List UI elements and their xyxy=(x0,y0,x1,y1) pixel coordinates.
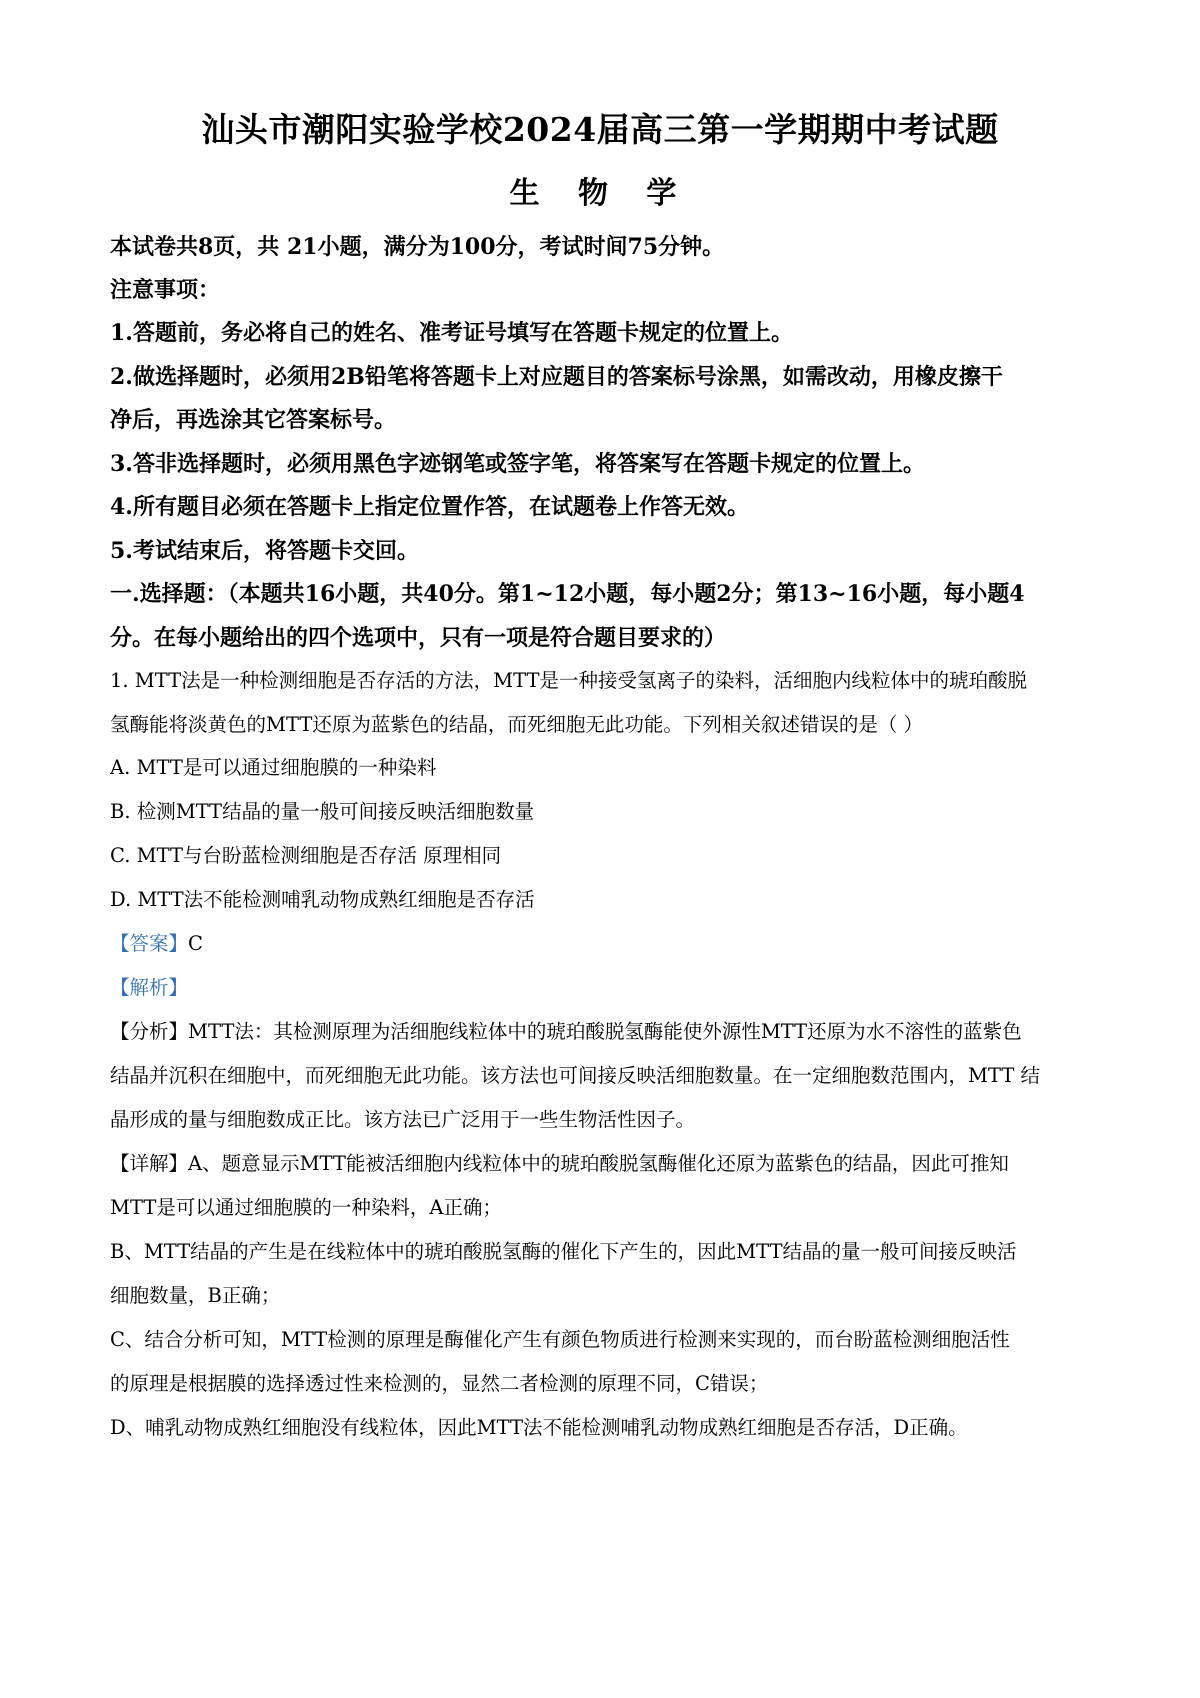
detail-text: B、MTT结晶的产生是在线粒体中的琥珀酸脱氢酶的催化下产生的，因此MTT结晶的量一般可间接反映活 xyxy=(110,1240,1017,1263)
section-heading-continued: 分。在每小题给出的四个选项中，只有一项是符合题目要求的） xyxy=(110,625,727,651)
detail-text: MTT是可以通过细胞膜的一种染料，A正确； xyxy=(110,1196,502,1219)
option-b: B. 检测MTT结晶的量一般可间接反映活细胞数量 xyxy=(110,800,535,823)
subject-title: 生 物 学 xyxy=(509,176,691,211)
detail-text: 细胞数量，B正确； xyxy=(110,1284,281,1307)
notice-item: 2.做选择题时，必须用2B铅笔将答题卡上对应题目的答案标号涂黑，如需改动，用橡皮擦干 xyxy=(110,364,1003,390)
notice-heading: 注意事项： xyxy=(110,277,221,303)
option-c: C. MTT与台盼蓝检测细胞是否存活 原理相同 xyxy=(110,844,502,867)
detail-text: 【详解】A、题意显示MTT能被活细胞内线粒体中的琥珀酸脱氢酶催化还原为蓝紫色的结晶，因此可推知 xyxy=(110,1152,1009,1175)
exam-summary: 本试卷共8页，共 21小题，满分为100分，考试时间75分钟。 xyxy=(110,234,725,260)
analysis-text: 【分析】MTT法：其检测原理为活细胞线粒体中的琥珀酸脱氢酶能使外源性MTT还原为水不溶性的蓝紫色 xyxy=(110,1020,1022,1043)
option-a: A. MTT是可以通过细胞膜的一种染料 xyxy=(110,756,437,779)
answer-label: 【答案】 xyxy=(110,932,189,955)
option-d: D. MTT法不能检测哺乳动物成熟红细胞是否存活 xyxy=(110,888,535,911)
notice-item: 4.所有题目必须在答题卡上指定位置作答，在试题卷上作答无效。 xyxy=(110,494,749,520)
detail-text: C、结合分析可知，MTT检测的原理是酶催化产生有颜色物质进行检测来实现的，而台盼蓝检测细胞活性 xyxy=(110,1328,1010,1351)
analysis-text: 结晶并沉积在细胞中，而死细胞无此功能。该方法也可间接反映活细胞数量。在一定细胞数范围内，MTT 结 xyxy=(110,1064,1041,1087)
question-stem-continued: 氢酶能将淡黄色的MTT还原为蓝紫色的结晶，而死细胞无此功能。下列相关叙述错误的是（ ） xyxy=(110,713,924,736)
exam-title: 汕头市潮阳实验学校2024届高三第一学期期中考试题 xyxy=(201,110,999,149)
analysis-label: 【解析】 xyxy=(110,976,189,999)
notice-item: 3.答非选择题时，必须用黑色字迹钢笔或签字笔，将答案写在答题卡规定的位置上。 xyxy=(110,451,925,477)
notice-item: 5.考试结束后，将答题卡交回。 xyxy=(110,538,419,564)
analysis-line xyxy=(110,972,1100,1000)
detail-text: 的原理是根据膜的选择透过性来检测的，显然二者检测的原理不同，C错误； xyxy=(110,1372,769,1395)
section-heading: 一.选择题：（本题共16小题，共40分。第1~12小题，每小题2分；第13~16小题，每小题4 xyxy=(110,581,1025,607)
question-stem: 1. MTT法是一种检测细胞是否存活的方法，MTT是一种接受氢离子的染料，活细胞内线粒体中的琥珀酸脱 xyxy=(110,669,1027,692)
notice-item: 1.答题前，务必将自己的姓名、准考证号填写在答题卡规定的位置上。 xyxy=(110,320,793,346)
answer-value: C xyxy=(188,932,203,955)
detail-text: D、哺乳动物成熟红细胞没有线粒体，因此MTT法不能检测哺乳动物成熟红细胞是否存活，D正确。 xyxy=(110,1416,968,1439)
answer-line xyxy=(110,928,1100,956)
analysis-text: 晶形成的量与细胞数成正比。该方法已广泛用于一些生物活性因子。 xyxy=(110,1108,696,1131)
notice-item-continued: 净后，再选涂其它答案标号。 xyxy=(110,407,397,433)
